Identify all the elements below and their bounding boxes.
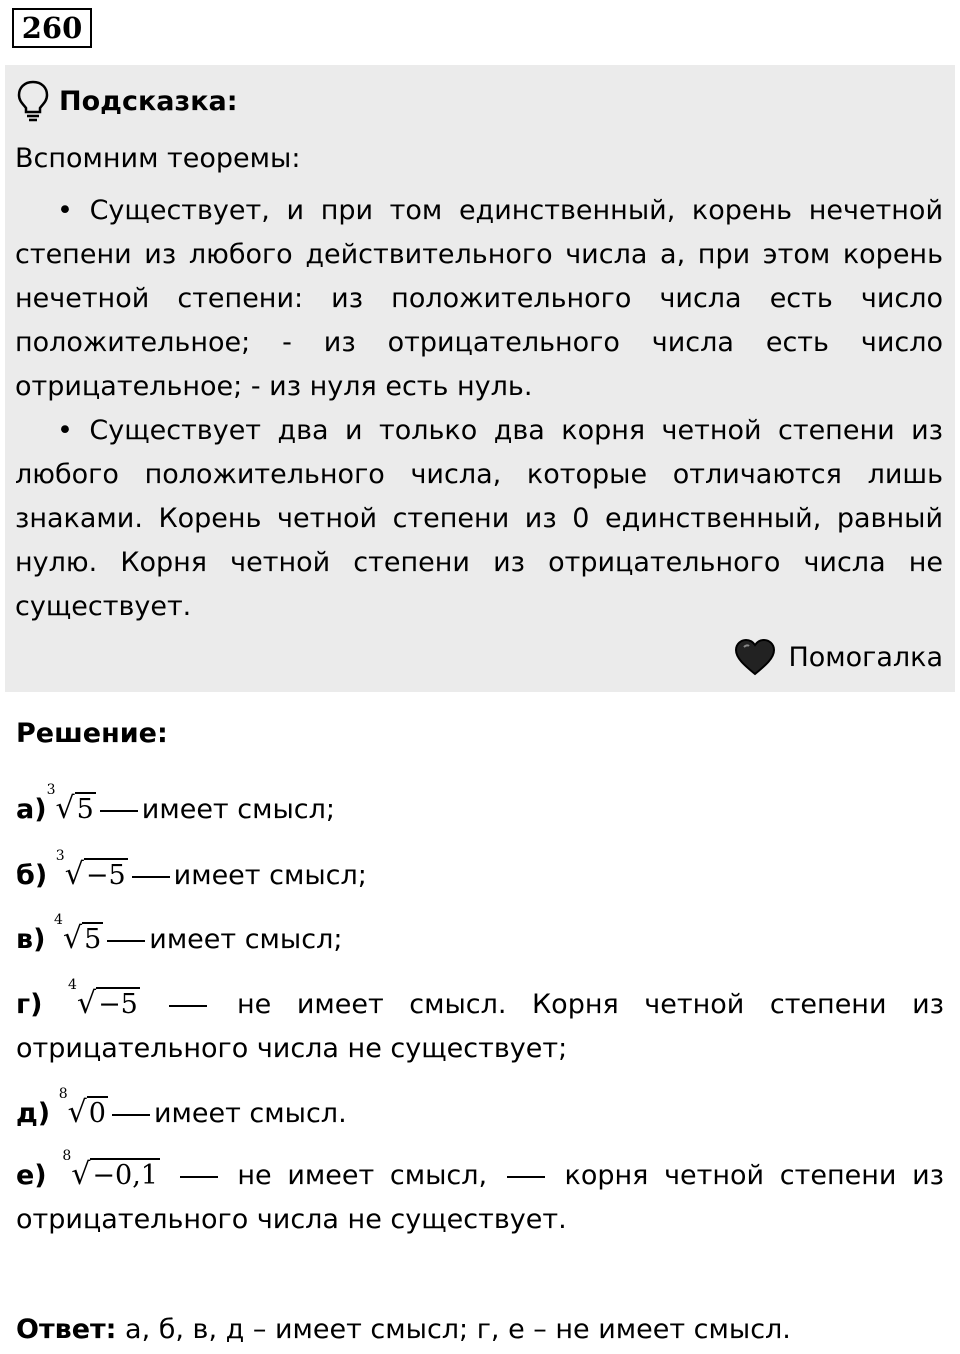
- root-index: 4: [54, 912, 63, 928]
- lightbulb-icon: [15, 79, 51, 123]
- heart-icon: [734, 638, 776, 676]
- item-label: г): [16, 989, 43, 1020]
- root-index: 8: [62, 1148, 72, 1164]
- solution-item-d: [16, 977, 944, 1071]
- solution-title: Решение:: [16, 718, 168, 749]
- answer-label: Ответ:: [16, 1314, 117, 1345]
- item-text-continued: корня четной степени из отрицательного числа не существует.: [16, 1160, 945, 1235]
- radical-expression: $^8$√−0,1: [62, 1148, 158, 1192]
- item-text: имеет смысл;: [141, 794, 335, 825]
- item-label: е): [16, 1160, 47, 1191]
- radicand: −5: [98, 989, 138, 1020]
- em-dash: [180, 1176, 218, 1178]
- item-text: имеет смысл;: [173, 860, 367, 891]
- item-label: д): [16, 1098, 51, 1129]
- root-index: 4: [68, 977, 77, 993]
- radical-expression: $^8$√0: [58, 1086, 106, 1130]
- item-text: не имеет смысл,: [237, 1160, 488, 1191]
- solution-item-f: [16, 1148, 944, 1242]
- brand-name: Помогалка: [788, 641, 943, 673]
- em-dash: [507, 1176, 545, 1178]
- radicand: 5: [76, 794, 94, 825]
- hint-header: [15, 73, 943, 129]
- radical-expression: $^3$√5: [46, 782, 94, 826]
- solution-item-a: [16, 782, 944, 832]
- em-dash: [112, 1114, 150, 1116]
- radicand: 5: [84, 924, 102, 955]
- brand-signature: [734, 638, 943, 676]
- hint-intro: Вспомним теоремы:: [15, 143, 301, 174]
- hint-bullet-odd: • Существует, и при том единственный, корень нечетной степени из любого действительного числа a, при этом корень нечетной степени: из положительного числа есть число положительное; - из отрицательного числа есть число отрицательное; - из нуля есть нуль.: [15, 195, 943, 402]
- hint-bullet-even: • Существует два и только два корня четной степени из любого положительного числа, которые отличаются лишь знаками. Корень четной степени из 0 единственный, равный нулю. Корня четной степени из отрицательного числа не существует.: [15, 415, 943, 622]
- radicand: −0,1: [92, 1160, 158, 1191]
- root-index: 3: [55, 848, 65, 864]
- radical-expression: $^4$√−5: [68, 977, 138, 1021]
- answer-line: [16, 1314, 791, 1345]
- radical-expression: $^3$√−5: [55, 848, 126, 892]
- solution-item-c: [16, 912, 944, 962]
- item-label: б): [16, 860, 48, 891]
- item-text: не имеет смысл. Корня четной степени из отрицательного числа не существует;: [16, 989, 944, 1064]
- radicand: 0: [88, 1098, 106, 1129]
- item-label: а): [16, 794, 47, 825]
- hint-panel: [5, 65, 955, 692]
- solution-item-b: [16, 848, 944, 898]
- answer-text: а, б, в, д – имеет смысл; г, е – не имеет смысл.: [116, 1314, 791, 1345]
- solution-item-e: [16, 1086, 944, 1136]
- item-text: имеет смысл;: [149, 924, 343, 955]
- item-text: имеет смысл.: [153, 1098, 347, 1129]
- item-label: в): [16, 924, 46, 955]
- radical-expression: $^4$√5: [54, 912, 102, 956]
- em-dash: [169, 1005, 207, 1007]
- root-index: 3: [46, 782, 56, 798]
- em-dash: [132, 876, 170, 878]
- em-dash: [100, 810, 138, 812]
- radicand: −5: [85, 860, 126, 891]
- em-dash: [107, 940, 145, 942]
- root-index: 8: [58, 1086, 68, 1102]
- task-number: 260: [12, 8, 92, 48]
- hint-title: Подсказка:: [59, 85, 238, 117]
